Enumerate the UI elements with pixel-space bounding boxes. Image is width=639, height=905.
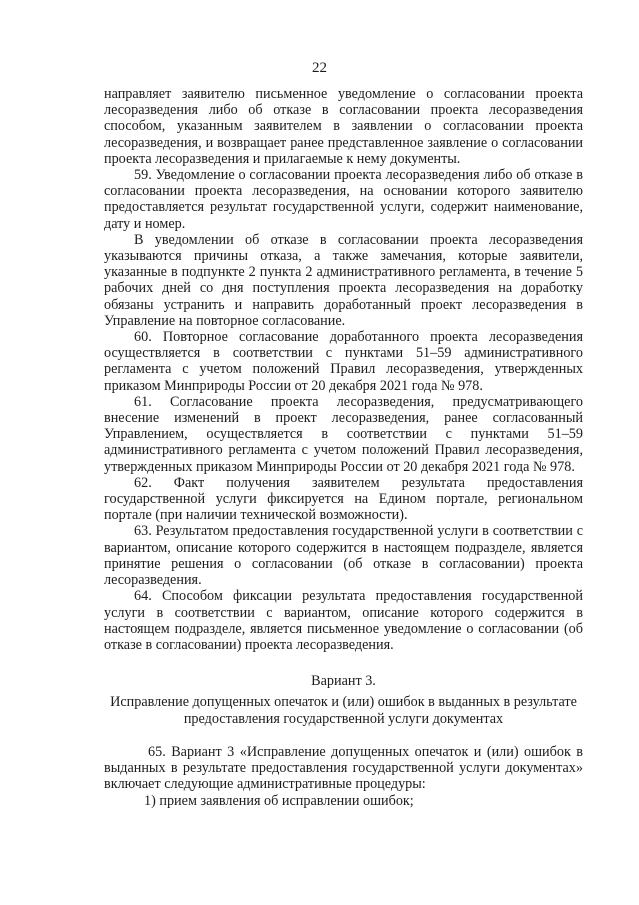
paragraph-62: 62. Факт получения заявителем результата предоставления государственной услуги фиксируется на Едином портале, региональном портале (при наличии технической возможности). (104, 474, 583, 524)
variant-title-line-2: предоставления государственной услуги документах (183, 711, 504, 727)
variant-label: Вариант 3. (311, 673, 376, 689)
paragraph-63: 63. Результатом предоставления государственной услуги в соответствии с вариантом, описание которого содержится в настоящем подразделе, является принятие решения о согласовании (об отказе в согласовании) проекта лесоразведения. (104, 523, 583, 589)
variant-title-line-1: Исправление допущенных опечаток и (или) ошибок в выданных в результате (110, 694, 577, 710)
paragraph-65: 65. Вариант 3 «Исправление допущенных опечаток и (или) ошибок в выданных в результате предоставления государственной услуги документах» включает следующие административные процедуры: (104, 744, 583, 793)
paragraph-refusal-notice: В уведомлении об отказе в согласовании проекта лесоразведения указываются причины отказа, а также замечания, которые заявители, указанные в подпункте 2 пункта 2 административного регламента, в течение 5 рабочих дней со дня поступления проекта лесоразведения на доработку обязаны устранить и направить доработанный проект лесоразведения в Управление на повторное согласование. (104, 231, 583, 329)
paragraph-continuation: направляет заявителю письменное уведомление о согласовании проекта лесоразведения либо об отказе в согласовании проекта лесоразведения способом, указанным заявителем в заявлении о согласовании проекта лесоразведения, и возвращает ранее представленное заявление о согласовании проекта лесоразведения и прилагаемые к нему документы. (104, 86, 583, 167)
list-item-1: 1) прием заявления об исправлении ошибок; (144, 792, 414, 809)
section-body (104, 744, 583, 809)
paragraph-61: 61. Согласование проекта лесоразведения, предусматривающего внесение изменений в проект лесоразведения, ранее согласованный Управлением, осуществляется в соответствии с пунктами 51–59 административного регламента с учетом положений Правил лесоразведения, утвержденных приказом Минприроды России от 20 декабря 2021 года № 978. (104, 393, 583, 475)
document-body (104, 86, 583, 653)
page-number: 22 (312, 60, 327, 76)
section-heading (104, 673, 583, 728)
paragraph-59: 59. Уведомление о согласовании проекта лесоразведения либо об отказе в согласовании проекта лесоразведения, на основании которого заявителю предоставляется результат государственной услуги, содержит наименование, дату и номер. (104, 167, 583, 232)
paragraph-64: 64. Способом фиксации результата предоставления государственной услуги в соответствии с вариантом, описание которого содержится в настоящем подразделе, является письменное уведомление о согласовании (об отказе в согласовании) проекта лесоразведения. (104, 588, 583, 653)
paragraph-60: 60. Повторное согласование доработанного проекта лесоразведения осуществляется в соответствии с пунктами 51–59 административного регламента с учетом положений Правил лесоразведения, утвержденных приказом Минприроды России от 20 декабря 2021 года № 978. (104, 329, 583, 394)
